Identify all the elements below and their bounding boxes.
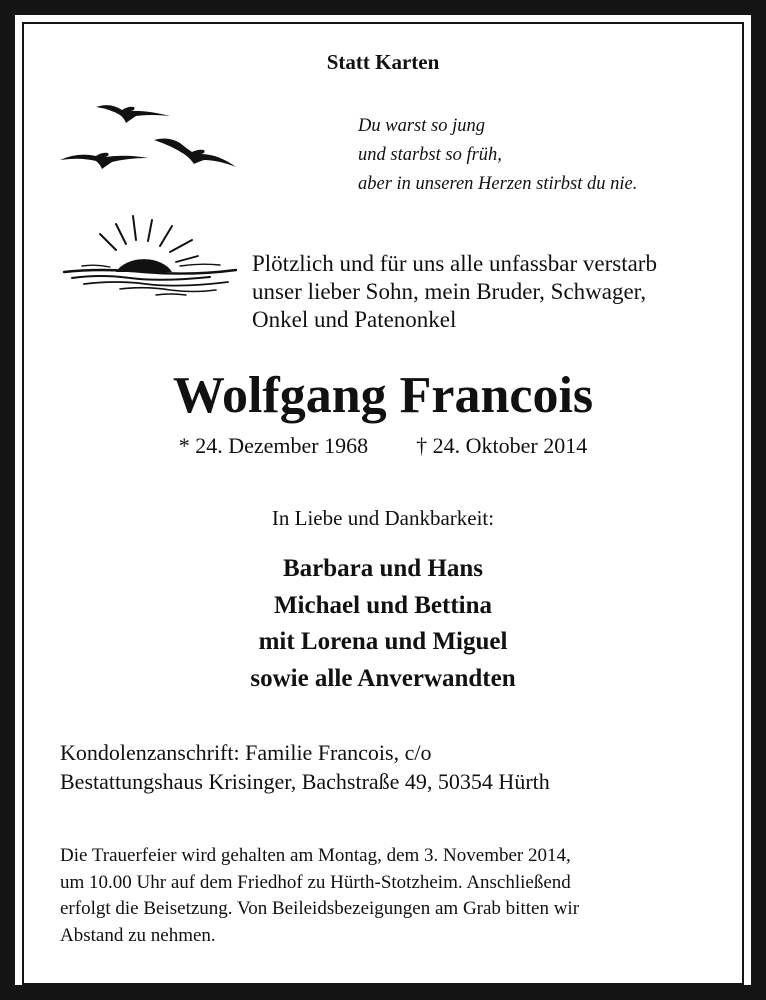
condolence-address [60,738,550,796]
poem-line: und starbst so früh, [358,145,502,165]
poem-line: Du warst so jung [358,116,485,136]
thanks-line: In Liebe und Dankbarkeit: [271,506,495,530]
mourners-list [0,551,766,697]
service-line: um 10.00 Uhr auf dem Friedhof zu Hürth-Stotzheim. Anschließend [60,871,571,893]
poem [358,112,637,199]
intro-line: Plötzlich und für uns alle unfassbar verstarb [252,251,657,276]
mourner-line: Barbara und Hans [282,555,484,582]
death-date: † 24. Oktober 2014 [416,433,588,458]
header-statt-karten: Statt Karten [326,50,440,74]
mourner-line: sowie alle Anverwandten [250,664,516,692]
mourner-line: Michael und Bettina [273,591,493,619]
service-line: erfolgt die Beisetzung. Von Beileidsbezeigungen am Grab bitten wir [60,898,580,919]
service-line: Die Trauerfeier wird gehalten am Montag, dem 3. November 2014, [60,845,571,866]
birth-date: * 24. Dezember 1968 [178,433,369,458]
funeral-service-info [60,843,720,949]
intro-line: unser lieber Sohn, mein Bruder, Schwager, [252,279,647,304]
mourner-line: mit Lorena und Miguel [258,628,508,655]
life-dates [0,433,766,459]
address-line: Kondolenzanschrift: Familie Francois, c/o [60,740,432,765]
intro-line: Onkel und Patenonkel [252,307,457,332]
sunset-icon [60,210,242,298]
intro-text [252,250,657,334]
flying-birds-icon [58,96,240,176]
service-line: Abstand zu nehmen. [60,924,216,946]
poem-line: aber in unseren Herzen stirbst du nie. [358,174,638,194]
deceased-name: Wolfgang Francois [172,367,594,424]
address-line: Bestattungshaus Krisinger, Bachstraße 49, 50354 Hürth [60,769,550,794]
